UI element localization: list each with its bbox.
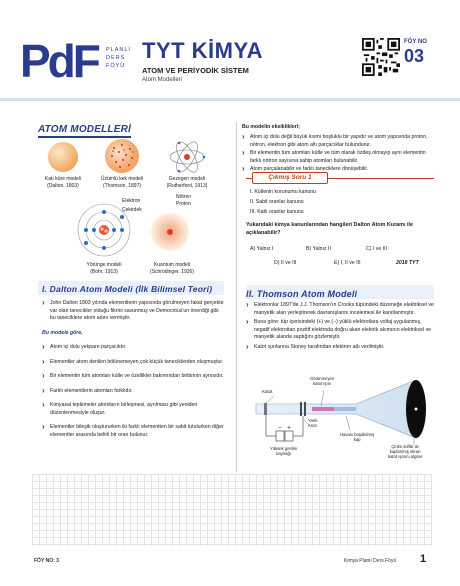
- label-evacuated: [340, 432, 374, 442]
- label-zinc-1: Çinko sülfür ile: [391, 444, 419, 449]
- thomson-caption-year: (Thomson, 1897): [102, 182, 142, 189]
- footer-book-title: Kimya Planlı Ders Föyü: [344, 558, 397, 564]
- label-slit-anode: [308, 418, 317, 428]
- label-zinc-screen: [388, 444, 422, 459]
- footer-page-number: 1: [420, 553, 427, 565]
- option-c[interactable]: C) I ve III: [366, 246, 388, 252]
- thomson-bullet: › Buna göre; tüp içerisindeki (+) ve (−) yüklü elektrotlara voltaj uygulanmış, negatif elektrottan pozitif elektroda doğru akan elektrik akımının elektriksel ve manyetik alanda saptığını gözlemiştir.: [246, 319, 434, 342]
- dalton-bullets: [42, 344, 224, 439]
- question-source: 2018 TYT: [396, 260, 419, 266]
- label-evacuated-1: Havası boşaltılmış: [340, 432, 375, 437]
- label-evacuated-2: kap: [353, 437, 361, 442]
- foy-number: 03: [404, 46, 425, 66]
- option-d[interactable]: D) II ve III: [274, 260, 297, 266]
- atom-models-heading: ATOM MODELLERİ: [38, 124, 131, 138]
- label-invisible-ray-1: Görünmeyen: [310, 376, 335, 381]
- dalton-caption-name: Katı küre modeli: [44, 176, 82, 182]
- logo-subtext: [106, 46, 131, 70]
- label-invisible-ray: [310, 376, 334, 386]
- question-item: III. Katlı oranlar kanunu: [250, 209, 304, 215]
- deficit-item: › Bir elementin tüm atomları kütle ve tüm olarak özdeş olmayıp aynı elementin farklı nötron sayısına sahip atomları bulunabilir.: [242, 150, 434, 165]
- bohr-caption: [70, 262, 138, 275]
- deficits-heading: Bu modelin eksiklikleri;: [242, 124, 300, 130]
- dalton-caption-year: (Dalton, 1803): [47, 182, 79, 189]
- column-divider: [236, 122, 237, 472]
- title-block: [142, 40, 263, 83]
- dalton-bullet: › Elementler bileşik oluştururken iki farklı elementten bir sabit tutulurken diğer elementler arasında belirli bir oran bulunur.: [42, 424, 224, 439]
- qr-code-icon[interactable]: [362, 38, 400, 76]
- thomson-caption-name: Üzümlü kek modeli: [100, 176, 144, 182]
- label-high-voltage-1: Yüksek gerilim: [270, 446, 298, 451]
- thomson-caption: [88, 176, 156, 189]
- quantum-caption-name: Kuantum modeli: [153, 262, 191, 268]
- model-heading: Bu modele göre,: [42, 330, 83, 336]
- label-anode: Anot: [308, 423, 317, 428]
- svg-text:−: −: [277, 425, 283, 431]
- question-item: I. Kütlenin korunumu kanunu: [250, 189, 317, 195]
- dalton-bullet: › Kimyasal tepkimeler atomların birleşmesi, ayrılması gibi yeniden düzenlenmesiyle oluşur.: [42, 402, 224, 417]
- pdf-logo: [20, 35, 138, 88]
- deficit-item: › Atom içi dolu değil büyük kısmı boşluklu bir yapıdır ve atom yapısında proton, nötron, elektron gibi atom altı parçacıklar bulundurur.: [242, 134, 434, 149]
- rutherford-caption-year: (Rutherford, 1913): [166, 182, 208, 189]
- thomson-bullet: › Katot ışınlarına Stoney tarafından elektron adı verilmiştir.: [246, 344, 434, 352]
- header-divider: [0, 98, 460, 101]
- dalton-section-title: I. Dalton Atom Modeli (İlk Bilimsel Teori): [42, 284, 213, 294]
- dalton-bullet: › Elementler atom denilen bölünemeyen çok küçük taneciklerden oluşmuştur.: [42, 359, 224, 367]
- foy-label: FÖY NO: [404, 39, 427, 45]
- option-b[interactable]: B) Yalnız II: [306, 246, 331, 252]
- label-invisible-ray-2: katot ışını: [313, 381, 332, 386]
- dalton-caption: [30, 176, 96, 189]
- logo-text: PdF: [20, 35, 98, 87]
- dalton-bullet: › Bir elementin tüm atomları kütle ve özellikler bakımından birbirinin aynısıdır.: [42, 373, 224, 381]
- rutherford-atom: [168, 140, 206, 174]
- quantum-caption: [138, 262, 206, 275]
- quantum-caption-year: (Schrödinger, 1926): [150, 268, 194, 275]
- topic-title: Atom Modelleri: [142, 77, 183, 83]
- label-high-voltage-2: kaynağı: [276, 451, 291, 456]
- label-slit: Yarık: [308, 418, 318, 423]
- notes-grid: [32, 474, 432, 546]
- logo-sub-3: FÖYÜ: [106, 63, 126, 69]
- rutherford-caption: [156, 176, 218, 189]
- question-item: II. Sabit oranlar kanunu: [250, 199, 304, 205]
- thomson-pudding: [104, 138, 140, 174]
- footer-foy-no: FÖY NO: 3: [34, 558, 59, 564]
- thomson-bullet: › Elektronlar 1897'de J.J. Thomson'ın Crooks tüpündeki düzeneğe elektriksel ve manyetik alan yerleştirerek davranışlarını incelemesi ile kanıtlanmıştır.: [246, 302, 434, 317]
- logo-sub-1: PLANLI: [106, 47, 131, 53]
- dalton-bullet: › Atom içi dolu yekpare parçacıktır.: [42, 344, 224, 352]
- dalton-bullet: › Farklı elementlerin atomları farklıdır.: [42, 388, 224, 396]
- bohr-caption-year: (Bohr, 1913): [90, 268, 118, 275]
- question-tag-text: Çıkmış Soru 1: [268, 174, 312, 181]
- label-neutron: Nötron: [176, 194, 192, 200]
- dalton-sphere: [48, 142, 78, 172]
- label-electron: Elektron: [122, 198, 141, 204]
- bohr-caption-name: Yörünge modeli: [86, 262, 122, 268]
- thomson-bullets: [246, 302, 434, 351]
- label-proton: Proton: [176, 201, 191, 207]
- page-header: [0, 0, 460, 100]
- label-high-voltage: [270, 446, 297, 456]
- label-zinc-2: kaplanmış ekran: [389, 449, 421, 454]
- thomson-section-title: II. Thomson Atom Modeli: [246, 289, 358, 299]
- rutherford-caption-name: Gezegen modeli: [168, 176, 206, 182]
- label-nucleus: Çekirdek: [122, 207, 142, 213]
- label-zinc-3: katot ışınını algılar: [388, 454, 423, 459]
- label-katot: Katot: [262, 389, 273, 394]
- dalton-intro: › John Dalton 1803 yılında elementlerin yapısında görülmeyen fakat gerçekte var olan tanecikler olduğu fikrini savunmuş ve Democritus'un önerdiği gibi bu taneciklere atom adını vermiştir.: [42, 300, 224, 323]
- svg-text:+: +: [286, 425, 292, 431]
- question-text: Yukarıdaki kimya kanunlarından hangileri Dalton Atom Kuramı ile açıklanabilir?: [246, 222, 413, 236]
- unit-title: ATOM VE PERİYODİK SİSTEM: [142, 66, 249, 75]
- quantum-atom: [150, 212, 190, 252]
- deficit-item: › Atom parçalanabilir ve farklı taneciklere dönüşebilir.: [242, 166, 434, 174]
- foy-number-box: [404, 38, 438, 76]
- page-title: TYT KİMYA: [142, 38, 264, 63]
- option-a[interactable]: A) Yalnız I: [250, 246, 274, 252]
- question-tag: [252, 172, 328, 184]
- logo-sub-2: DERS: [106, 55, 126, 61]
- option-e[interactable]: E) I, II ve III: [334, 260, 361, 266]
- deficits-list: [242, 134, 434, 174]
